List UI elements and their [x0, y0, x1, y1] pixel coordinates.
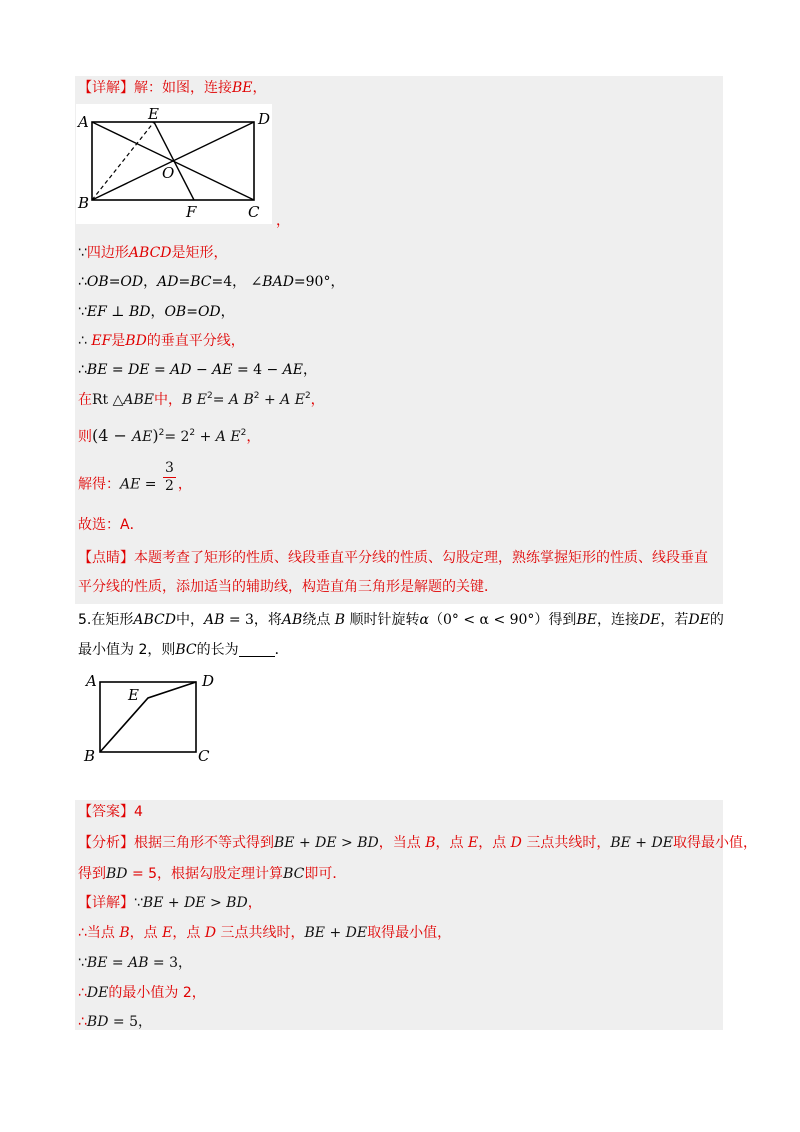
fig2-label-b: B	[84, 747, 96, 765]
fig1-label-e: E	[148, 105, 159, 123]
detail2-line-5: ∴BD = 5，	[78, 1014, 152, 1030]
detail-line-8: 则$(4 - AE)^2= 2^2 + A$ $E^2$，	[78, 426, 261, 445]
answer-line: 【答案】4	[78, 804, 143, 820]
fig2-label-d: D	[202, 672, 215, 690]
analysis-line-2: 得到BD = 5，根据勾股定理计算BC即可．	[78, 866, 347, 882]
figure-rectangle-abcd-2	[82, 668, 222, 768]
detail2-line-1: 【详解】∵BE + DE > BD，	[78, 895, 262, 911]
question-line-1: 5.在矩形ABCD中，AB = 3，将AB绕点 B 顺时针旋转α（0° < α < 90°）得到BE，连接DE，若DE的	[78, 612, 724, 628]
fig1-label-a: A	[78, 113, 89, 131]
detail2-line-3: ∵BE = AB = 3，	[78, 955, 193, 971]
detail-line-9: 解得：AE = $\frac{3}{2}$ ，	[78, 460, 192, 494]
fig1-label-b: B	[78, 194, 90, 212]
question-line-2: 最小值为 2，则BC的长为 ．	[78, 642, 289, 658]
choice-line: 故选：A．	[78, 517, 144, 533]
detail-line-6: ∴BE = DE = AD − AE = 4 − AE，	[78, 362, 318, 378]
fig1-trailing-comma: ，	[276, 213, 290, 229]
fig2-label-e: E	[128, 686, 139, 704]
fig1-label-c: C	[248, 203, 260, 221]
analysis-line-1: 【分析】根据三角形不等式得到BE + DE > BD，当点 B，点 E，点 D 三点共线时，BE + DE取得最小值，	[78, 835, 757, 851]
detail-line-5: ∴ EF是BD的垂直平分线，	[78, 333, 245, 349]
detail2-line-4: ∴DE的最小值为 2，	[78, 985, 206, 1001]
fraction-3-over-2: $\frac{3}{2}$	[164, 460, 174, 494]
answer-blank	[239, 642, 275, 657]
fig1-label-o: O	[162, 164, 175, 182]
fig2-label-c: C	[198, 747, 210, 765]
fig1-label-f: F	[186, 203, 197, 221]
fig1-label-d: D	[258, 110, 271, 128]
detail-line-4: ∵EF ⊥ BD，OB=OD，	[78, 304, 235, 320]
comment-line-2: 平分线的性质，添加适当的辅助线，构造直角三角形是解题的关键．	[78, 579, 498, 595]
detail-line-2: ∵四边形ABCD是矩形，	[78, 245, 228, 261]
figure-rectangle-abcd-1	[76, 104, 272, 224]
detail-line-1: 【详解】解：如图，连接BE，	[78, 80, 267, 96]
detail-line-7: 在Rt △ABE中，B $E^2= A$ $B^2 + A$ $E^2$，	[78, 391, 325, 408]
comment-line-1: 【点睛】本题考查了矩形的性质、线段垂直平分线的性质、勾股定理，熟练掌握矩形的性质、线段垂直	[78, 550, 708, 566]
fig2-label-a: A	[86, 672, 97, 690]
detail2-line-2: ∴当点 B，点 E，点 D 三点共线时，BE + DE取得最小值，	[78, 925, 452, 941]
detail-line-3: ∴OB=OD，AD=BC=4， ∠BAD=90°，	[78, 274, 345, 290]
